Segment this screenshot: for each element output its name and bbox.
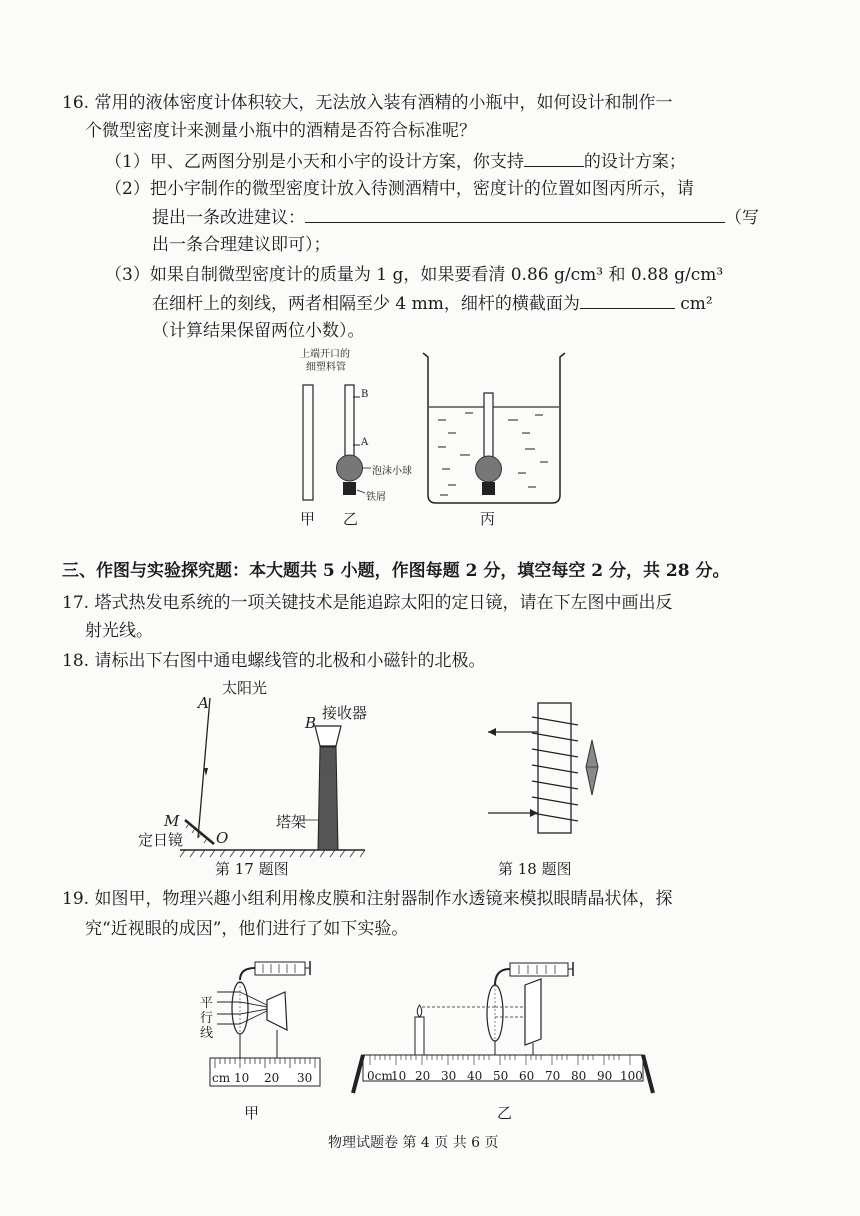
q18-figure xyxy=(470,695,620,845)
ruler2-tick-10: 10 xyxy=(391,1069,407,1083)
tube-label-2: 细塑料管 xyxy=(306,362,346,373)
candle-flame xyxy=(417,1005,422,1017)
ruler1-tick-cm: cm xyxy=(212,1071,231,1085)
ruler2-tick-0: 0cm xyxy=(367,1069,393,1083)
screen-jia xyxy=(267,992,287,1030)
ruler2-tick-50: 50 xyxy=(493,1069,509,1083)
ruler2-tick-20: 20 xyxy=(415,1069,431,1083)
q17-caption: 第 17 题图 xyxy=(215,860,289,878)
parallel-label-2: 行 xyxy=(200,1011,214,1026)
q17-line2: 射光线。 xyxy=(85,621,153,641)
tube-yi xyxy=(345,385,354,465)
iron-label: 铁屑 xyxy=(366,492,386,503)
current-arrow-bottom xyxy=(530,809,538,817)
q16-part3-line2 xyxy=(152,292,713,315)
ruler2-tick-40: 40 xyxy=(467,1069,483,1083)
q16-part2-text: 提出一条改进建议： xyxy=(152,208,305,228)
q17-line1: 17. 塔式热发电系统的一项关键技术是能追踪太阳的定日镜，请在下左图中画出反 xyxy=(62,593,673,613)
ruler2-tick-60: 60 xyxy=(519,1069,535,1083)
parallel-label-3: 线 xyxy=(200,1026,214,1041)
receiver xyxy=(315,726,341,746)
candle xyxy=(415,1017,424,1055)
q16-answer-blank-2[interactable] xyxy=(305,206,725,223)
q16-part3-line1: （3）如果自制微型密度计的质量为 1 g，如果要看清 0.86 g/cm³ 和 0.88 g/cm³ xyxy=(105,265,724,285)
q19-caption-jia: 甲 xyxy=(244,1104,260,1122)
section-heading: 三、作图与实验探究题：本大题共 5 小题，作图每题 2 分，填空每空 2 分，共 28 分。 xyxy=(62,561,730,581)
label-tower: 塔架 xyxy=(276,813,307,831)
tube-yi xyxy=(495,969,510,985)
label-point-B: B xyxy=(305,714,317,732)
ray-arrow xyxy=(204,768,208,776)
tube-jia xyxy=(303,385,313,500)
q16-part3-line3: （计算结果保留两位小数）。 xyxy=(152,321,365,341)
ruler2-tick-100: 100 xyxy=(620,1069,643,1083)
q16-part3-unit: cm² xyxy=(680,294,713,314)
q18-line1: 18. 请标出下右图中通电螺线管的北极和小磁针的北极。 xyxy=(62,651,486,671)
ruler1-tick-10: 10 xyxy=(234,1071,250,1085)
densimeter-ball-bing xyxy=(476,456,502,482)
label-mirror: 定日镜 xyxy=(138,831,184,849)
label-point-A: A xyxy=(198,694,209,712)
ruler2-tick-70: 70 xyxy=(545,1069,561,1083)
q16-answer-blank-3[interactable] xyxy=(580,292,675,309)
label-M: M xyxy=(164,812,180,830)
bench-leg-left xyxy=(353,1055,363,1093)
current-arrow-top xyxy=(488,728,496,736)
ruler1-tick-30: 30 xyxy=(297,1071,313,1085)
parallel-label-1: 平 xyxy=(200,996,214,1011)
q16-part1-tail: 的设计方案； xyxy=(583,152,686,172)
densimeter-tube-bing xyxy=(484,393,493,465)
syringe-jia xyxy=(255,962,305,975)
q19-line1: 19. 如图甲，物理兴趣小组利用橡皮膜和注射器制作水透镜来模拟眼睛晶状体，探 xyxy=(62,889,673,909)
q16-part3-text: 在细杆上的刻线，两者相隔至少 4 mm，细杆的横截面为 xyxy=(152,294,580,314)
q19-line2: 究“近视眼的成因”，他们进行了如下实验。 xyxy=(85,919,409,939)
iron-filings xyxy=(343,482,356,495)
q18-caption: 第 18 题图 xyxy=(498,860,572,878)
q16-line2: 个微型密度计来测量小瓶中的酒精是否符合标准呢？ xyxy=(85,121,476,141)
ruler2-tick-80: 80 xyxy=(571,1069,587,1083)
screen-yi xyxy=(525,979,541,1045)
q16-line1: 16. 常用的液体密度计体积较大，无法放入装有酒精的小瓶中，如何设计和制作一 xyxy=(62,93,673,113)
q19-caption-yi: 乙 xyxy=(497,1104,513,1122)
tube-label-1: 上端开口的 xyxy=(300,349,350,360)
label-O: O xyxy=(216,829,229,847)
caption-bing: 丙 xyxy=(480,510,496,528)
ruler1-tick-20: 20 xyxy=(264,1071,280,1085)
q16-answer-blank-1[interactable] xyxy=(524,150,584,167)
tube-jia xyxy=(240,968,255,980)
compass-needle[interactable] xyxy=(586,740,598,795)
ruler2-tick-30: 30 xyxy=(441,1069,457,1083)
bench-leg-right xyxy=(643,1055,653,1093)
q16-part2-line2 xyxy=(152,206,759,229)
ball-label: 泡沫小球 xyxy=(372,466,412,477)
q16-part2-tail: （写 xyxy=(725,208,759,228)
caption-yi: 乙 xyxy=(343,510,359,528)
label-A: A xyxy=(361,437,369,448)
q16-part1-text: （1）甲、乙两图分别是小天和小宇的设计方案，你支持 xyxy=(105,152,524,172)
page-footer: 物理试题卷 第 4 页 共 6 页 xyxy=(328,1135,499,1151)
label-receiver: 接收器 xyxy=(322,704,368,722)
q16-part2-line3: 出一条合理建议即可）； xyxy=(152,235,331,255)
q16-part2-line1: （2）把小宇制作的微型密度计放入待测酒精中，密度计的位置如图丙所示，请 xyxy=(105,179,694,199)
densimeter-iron-bing xyxy=(482,482,495,495)
q19-figure-jia xyxy=(195,958,325,1088)
label-B: B xyxy=(361,389,369,400)
ruler2-tick-90: 90 xyxy=(597,1069,613,1083)
tower xyxy=(318,747,338,850)
caption-jia: 甲 xyxy=(300,510,316,528)
label-sunlight: 太阳光 xyxy=(222,679,268,697)
foam-ball xyxy=(337,455,363,481)
q16-part1 xyxy=(105,150,686,173)
